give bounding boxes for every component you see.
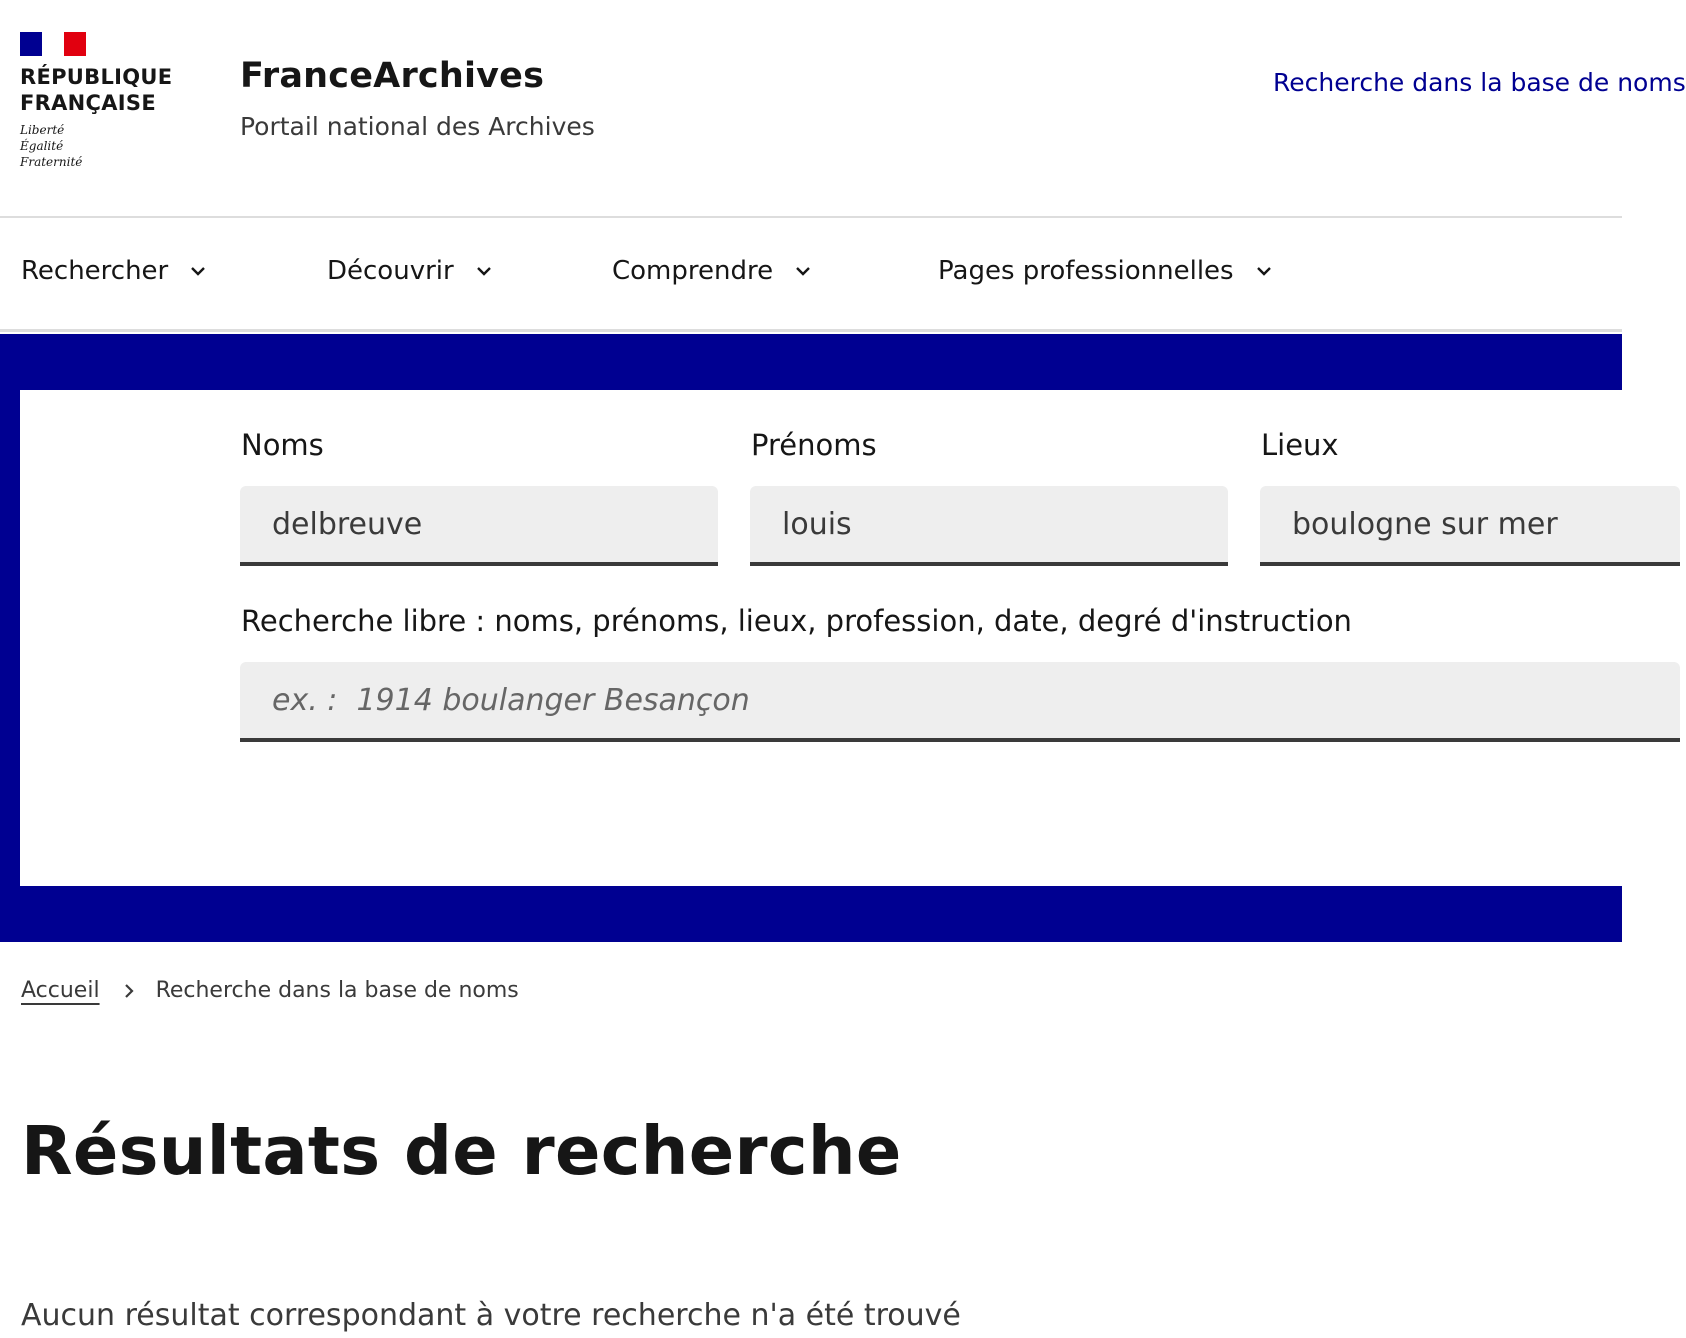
chevron-down-icon <box>1256 266 1272 276</box>
search-form <box>20 390 1622 886</box>
nav-item-rechercher[interactable] <box>21 256 206 286</box>
breadcrumb-home-link[interactable]: Accueil <box>21 978 100 1003</box>
noms-input[interactable] <box>240 486 718 566</box>
chevron-down-icon <box>476 266 492 276</box>
free-search-input[interactable] <box>240 662 1680 742</box>
prenoms-input[interactable] <box>750 486 1228 566</box>
breadcrumb <box>21 978 519 1003</box>
lieux-input[interactable] <box>1260 486 1680 566</box>
lieux-label: Lieux <box>1261 428 1339 462</box>
republic-motto: Liberté Égalité Fraternité <box>20 123 83 169</box>
main-navigation <box>0 218 1622 332</box>
republic-name: RÉPUBLIQUE FRANÇAISE <box>20 65 173 115</box>
nav-item-decouvrir[interactable] <box>327 256 492 286</box>
nav-item-pages-professionnelles[interactable] <box>938 256 1272 286</box>
chevron-right-icon <box>124 983 134 999</box>
site-tagline: Portail national des Archives <box>240 112 595 141</box>
site-title[interactable]: FranceArchives <box>240 56 545 96</box>
free-search-label: Recherche libre : noms, prénoms, lieux, profession, date, degré d'instruction <box>241 604 1352 638</box>
quick-link-name-search[interactable]: Recherche dans la base de noms <box>1273 68 1686 97</box>
prenoms-label: Prénoms <box>751 428 877 462</box>
chevron-down-icon <box>190 266 206 276</box>
chevron-down-icon <box>795 266 811 276</box>
site-header <box>0 0 1686 218</box>
french-flag-icon <box>20 32 86 56</box>
republique-francaise-logo[interactable] <box>20 32 180 170</box>
search-band <box>0 334 1622 942</box>
breadcrumb-current: Recherche dans la base de noms <box>155 978 519 1003</box>
nav-item-label: Rechercher <box>21 256 169 286</box>
no-results-message: Aucun résultat correspondant à votre recherche n'a été trouvé <box>21 1298 961 1333</box>
page-title: Résultats de recherche <box>21 1112 902 1190</box>
nav-item-label: Pages professionnelles <box>938 256 1234 286</box>
noms-label: Noms <box>241 428 324 462</box>
nav-item-comprendre[interactable] <box>612 256 811 286</box>
nav-item-label: Découvrir <box>327 256 454 286</box>
nav-item-label: Comprendre <box>612 256 774 286</box>
